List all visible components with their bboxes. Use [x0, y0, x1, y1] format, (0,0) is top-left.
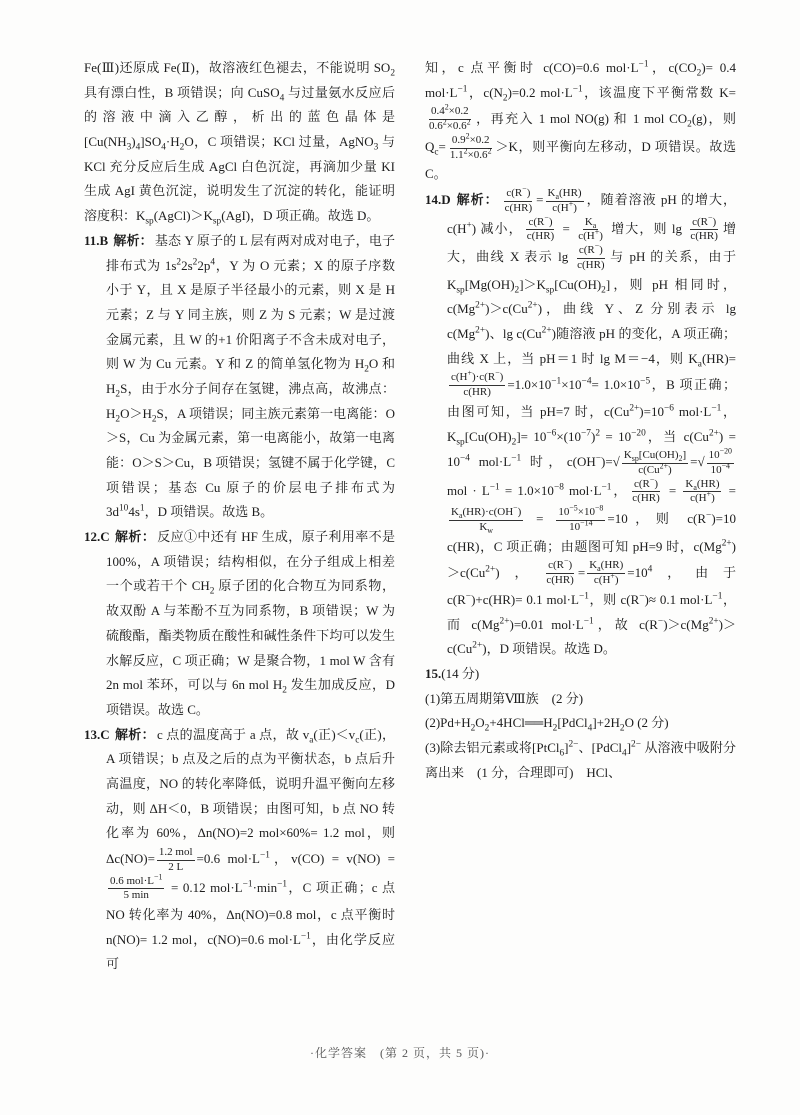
jiexi-label: 解析：	[455, 192, 499, 208]
item-number: 13.C	[84, 726, 110, 742]
content-columns	[84, 56, 736, 977]
jiexi-label: 解析：	[114, 529, 156, 545]
item-body: 反应①中还有 HF 生成，原子利用率不是 100%，A 项错误；结构相似，在分子组成上相差一个或若干个 $CH_2$ 原子团的化合物互为同系物，故双酚 A 与苯酚不互为同系物，B 项错误；W 为硫酸酯，酯类物质在酸性和碱性条件下均可以发生水解反应，C 项正确；W 是聚合物，1 mol W 含有 2n mol 苯环，可以与 6n mol $H_2$ 发生加成反应，D 项错误。故选 C。	[106, 529, 395, 717]
answer-12	[84, 525, 395, 723]
paragraph-text: Fe(Ⅲ)还原成 Fe(Ⅱ)，故溶液红色褪去，不能说明 $SO_2$ 具有漂白性，B 项错误；向 CuSO$_4$ 与过量氨水反应后的溶液中滴入乙醇，析出的蓝色晶体是$[Cu(NH_3)_4]SO_4\cdot H_2O$，C 项错误；KCl 过量，AgNO$_3$ 与 KCl 充分反应后生成 AgCl 白色沉淀，再滴加少量 KI 生成 AgI 黄色沉淀，说明发生了沉淀的转化，能证明溶度积：$K_{sp}(AgCl)>K_{sp}(AgI)$，D 项正确。故选 D。	[84, 60, 395, 227]
item-number: 15.	[425, 665, 442, 681]
part-text: $(2)Pd+H_2O_2+4HCl══H_2[PdCl_4]+2H_2O$ (2 分)	[425, 715, 669, 734]
part-text: (1)第五周期第Ⅷ族 (2 分)	[425, 690, 584, 706]
paragraph-text: 知，c 点平衡时 c(CO)=0.6 $mol\cdot L^{-1}$，$c(CO_2)= 0.4$ $mol\cdot L^{-1}$，$c(N_2)=0.2$ $mol\cdot L^{-1}$，该温度下平衡常数 K= $\frac{0.4^2\times 0.2}{0.6^2\times 0.6^2}$ ，再充入 1 mol NO(g) 和 1 mol $CO_2(g)$，则 $Q_c=$ $\frac{0.9^2\times 0.2}{1.1^2\times 0.6^2}$ ＞K，则平衡向左移动，D 项错误。故选 C。	[425, 59, 736, 182]
answer-13-continuation	[425, 56, 736, 187]
answer-15-part-2	[425, 711, 736, 736]
item-score: (14 分)	[441, 665, 480, 681]
answer-15-part-3	[425, 736, 736, 785]
page-footer: ·化学答案 (第 2 页，共 5 页)·	[310, 1046, 490, 1061]
answer-15-part-1	[425, 687, 736, 712]
item-body: c 点的温度高于 a 点，故 $v_a$(正)$<v_c$(正)，A 项错误；b 点及之后的点为平衡状态，b 点后升高温度，NO 的转化率降低，说明升温平衡向左移动，则 ΔH＜0，B 项错误；由图可知，b 点 NO 转化率为 60%，Δn(NO)=2 mol×60%= 1.2 mol，则 Δc(NO)= 1.2 mol 2 L =0.6 $mol\cdot L^{-1}$，v(CO) = v(NO) = 0.6 $mol\cdot L^{-1}$ 5 min = 0.12 $mol\cdot L^{-1}\cdot\min^{-1}$，C 项正确；c 点 NO 转化率为 40%，Δn(NO)=0.8 mol，c 点平衡时 n(NO)= 1.2 mol，c(NO)=0.6 $mol\cdot L^{-1}$，由化学反应可	[106, 726, 395, 972]
item-number: 11.B	[84, 232, 109, 248]
item-number: 14.D	[425, 192, 451, 208]
answer-10-continuation	[84, 56, 395, 229]
answer-13	[84, 723, 395, 978]
right-column	[425, 56, 736, 977]
left-column	[84, 56, 395, 977]
answer-11	[84, 229, 395, 525]
item-body: 基态 Y 原子的 L 层有两对成对电子，电子排布式为 $1s^22s^22p^4$，Y 为 O 元素；X 的原子序数小于 Y，且 X 是原子半径最小的元素，则 X 是 H 元素；Z 与 Y 同主族，则 Z 为 S 元素；W 是过渡金属元素，且 W 的+1 价阳离子不含未成对电子，则 W 为 Cu 元素。Y 和 Z 的简单氢化物为 $H_2O$ 和 $H_2S$，由于水分子间存在氢键，沸点高，故沸点：$H_2O>H_2S$，A 项错误；同主族元素第一电离能：O＞S，Cu 为金属元素，第一电离能小，故第一电离能：O＞S＞Cu，B 项错误；氢键不属于化学键，C 项错误；基态 Cu 原子的价层电子排布式为 $3d^{10}4s^1$，D 项错误。故选 B。	[106, 232, 395, 520]
jiexi-label: 解析：	[114, 726, 155, 742]
answer-15-header	[425, 662, 736, 687]
item-number: 12.C	[84, 529, 110, 545]
answer-14	[425, 184, 737, 662]
item-body: $\frac{c(R^-)}{c(HR)}$ = $\frac{K_a(HR)}{c(H^+)}$ ，随着溶液 pH 的增大，c(H+) 减小， $\frac{c(R^-)}{c(HR)}$ = $\frac{K_a}{c(H^+)}$ 增大，则 lg $\frac{c(R^-)}{c(HR)}$ 增大，曲线 X 表示 lg $\frac{c(R^-)}{c(HR)}$ 与 pH 的关系，由于 $K_{sp}[Mg(OH)_2]>K_{sp}[Cu(OH)_2]$，则 pH 相同时，$c(Mg^{2+})>c(Cu^{2+})$，曲线 Y、Z 分别表示 $\lg c(Mg^{2+})$、$\lg c(Cu^{2+})$随溶液 pH 的变化，A 项正确；曲线 X 上，当 pH＝1 时 lg M＝−4，则 $K_a(HR)=$ $\frac{c(H^+)\cdot c(R^-)}{c(HR)}$ $=1.0\times 10^{-1}\times 10^{-4}= 1.0\times 10^{-5}$，B 项正确；由图可知，当 pH=7 时，$c(Cu^{2+})=10^{-6}$ $mol\cdot L^{-1}$，$K_{sp}[Cu(OH)_2]= 10^{-6}\times(10^{-7})^2 = 10^{-20}$，当 $c(Cu^{2+}) = 10^{-4}$ $mol\cdot L^{-1}$ 时，c(OH−)=√ $K_{sp}[Cu(OH)_2]$ $c(Cu^{2+})$ =√ $\frac{10^{-20}}{10^{-4}}$ mol · $L^{-1} = 1.0\times 10^{-8}$ $mol\cdot L^{-1}$， $\frac{c(R^-)}{c(HR)}$ = $\frac{K_a(HR)}{c(H^+)}$ = $\frac{K_a(HR)\cdot c(OH^-)}{K_w}$ = $\frac{10^{-5}\times 10^{-8}}{10^{-14}}$ =10，则 c(R−)=10 c(HR)，C 项正确；由题图可知 pH=9 时，$c(Mg^{2+})>c(Cu^{2+})$， $\frac{c(R^-)}{c(HR)}$ = $\frac{K_a(HR)}{c(H^+)}$ $=10^4$，由于 c(R−)+c(HR)= 0.1 $mol\cdot L^{-1}$，则 c(R−)≈ 0.1 $mol\cdot L^{-1}$，而 $c(Mg^{2+})=0.01$ $mol\cdot L^{-1}$，故 $c(R^-)>c(Mg^{2+})>c(Cu^{2+})$，D 项错误。故选 D。	[447, 184, 737, 657]
jiexi-label: 解析：	[113, 232, 153, 248]
part-text: (3)除去铝元素或将[PtCl$_6$]$^{2-}$、[PdCl$_4$]$^{2-}$ 从溶液中吸附分离出来 (1 分，合理即可) HCl、	[425, 739, 736, 780]
